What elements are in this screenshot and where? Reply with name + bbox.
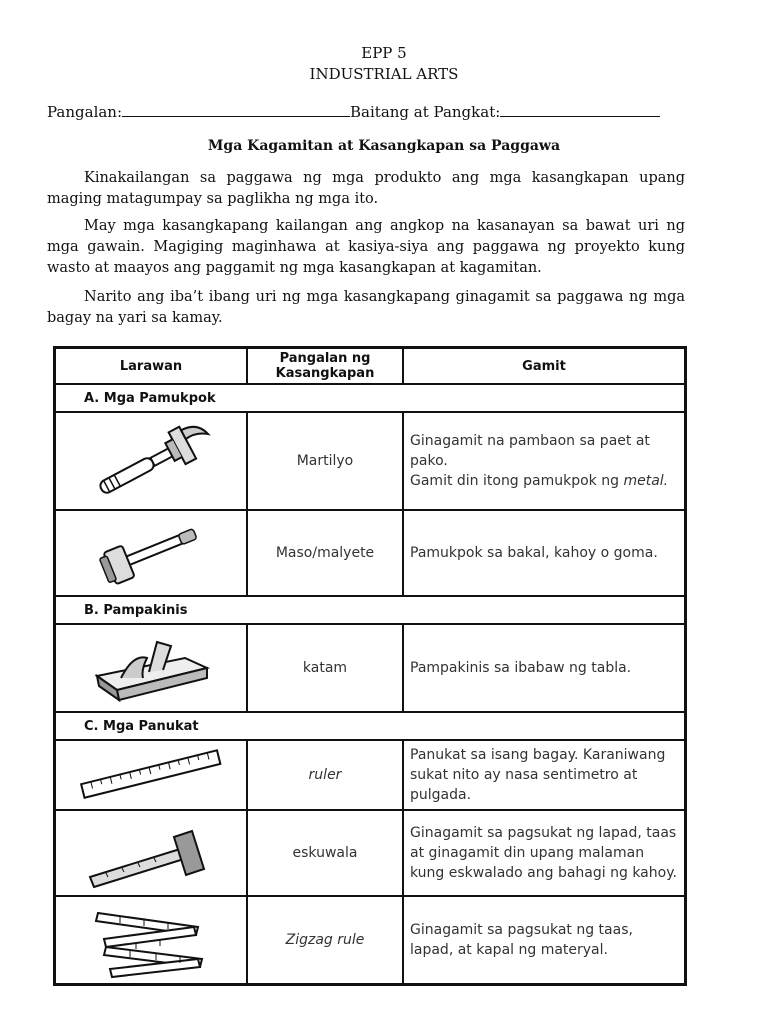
header-name xyxy=(247,348,403,385)
tool-name-martilyo: Martilyo xyxy=(247,412,403,510)
table-header-row xyxy=(55,348,686,385)
header-image: Larawan xyxy=(55,348,248,385)
header-name-line1: Pangalan ng xyxy=(279,351,371,366)
section-row-a xyxy=(55,384,686,412)
grade-label: Baitang at Pangkat: xyxy=(350,103,501,121)
name-label: Pangalan: xyxy=(47,103,123,121)
section-b-label: B. Pampakinis xyxy=(55,596,686,624)
section-row-b xyxy=(55,596,686,624)
ruler-icon xyxy=(55,740,248,810)
section-c-label: C. Mga Panukat xyxy=(55,712,686,740)
header-name-line2: Kasangkapan xyxy=(275,366,375,381)
subject-title: INDUSTRIAL ARTS xyxy=(309,65,459,83)
try-square-icon xyxy=(55,810,248,896)
tool-name-maso: Maso/malyete xyxy=(247,510,403,596)
grade-blank[interactable] xyxy=(500,102,660,117)
mallet-icon xyxy=(55,510,248,596)
tool-use-martilyo-line2: Gamit din itong pamukpok ng xyxy=(410,473,624,489)
paragraph-2: May mga kasangkapang kailangan ang angkop na kasanayan sa bawat uri ng mga gawain. Magiging maginhawa at kasiya-siya ang paggawa ng proyekto kung wasto at maayos ang paggamit ng mga kasangkapan at kagamitan. xyxy=(47,218,685,276)
tool-use-martilyo xyxy=(403,412,686,510)
paragraph-1: Kinakailangan sa paggawa ng mga produkto ang mga kasangkapan upang maging matagumpay sa paglikha ng mga ito. xyxy=(47,170,685,207)
tool-use-katam: Pampakinis sa ibabaw ng tabla. xyxy=(403,624,686,712)
tool-use-ruler: Panukat sa isang bagay. Karaniwang sukat nito ay nasa sentimetro at pulgada. xyxy=(403,740,686,810)
section-row-c xyxy=(55,712,686,740)
table-row-katam xyxy=(55,624,686,712)
zigzag-rule-icon xyxy=(55,896,248,984)
table-row-eskuwala xyxy=(55,810,686,896)
tool-use-martilyo-metal: metal. xyxy=(623,473,669,489)
tool-name-ruler: ruler xyxy=(247,740,403,810)
section-a-label: A. Mga Pamukpok xyxy=(55,384,686,412)
tools-table xyxy=(53,346,687,986)
table-row-zigzag xyxy=(55,896,686,984)
tool-use-martilyo-line1: Ginagamit na pambaon sa paet at pako. xyxy=(410,433,650,469)
plane-icon xyxy=(55,624,248,712)
subject-code: EPP 5 xyxy=(361,44,407,62)
tool-name-eskuwala: eskuwala xyxy=(247,810,403,896)
tool-name-zigzag: Zigzag rule xyxy=(247,896,403,984)
worksheet-title: Mga Kagamitan at Kasangkapan sa Paggawa xyxy=(207,138,561,154)
table-row-martilyo xyxy=(55,412,686,510)
hammer-icon xyxy=(55,412,248,510)
name-grade-line xyxy=(47,102,660,121)
tool-name-katam: katam xyxy=(247,624,403,712)
paragraph-3: Narito ang iba’t ibang uri ng mga kasangkapang ginagamit sa paggawa ng mga bagay na yari sa kamay. xyxy=(47,289,685,326)
tool-use-eskuwala: Ginagamit sa pagsukat ng lapad, taas at ginagamit din upang malaman kung eskwalado ang bahagi ng kahoy. xyxy=(403,810,686,896)
table-row-ruler xyxy=(55,740,686,810)
table-row-maso xyxy=(55,510,686,596)
tool-use-zigzag: Ginagamit sa pagsukat ng taas, lapad, at kapal ng materyal. xyxy=(403,896,686,984)
tool-use-maso: Pamukpok sa bakal, kahoy o goma. xyxy=(403,510,686,596)
header-use: Gamit xyxy=(403,348,686,385)
name-blank[interactable] xyxy=(122,102,350,117)
